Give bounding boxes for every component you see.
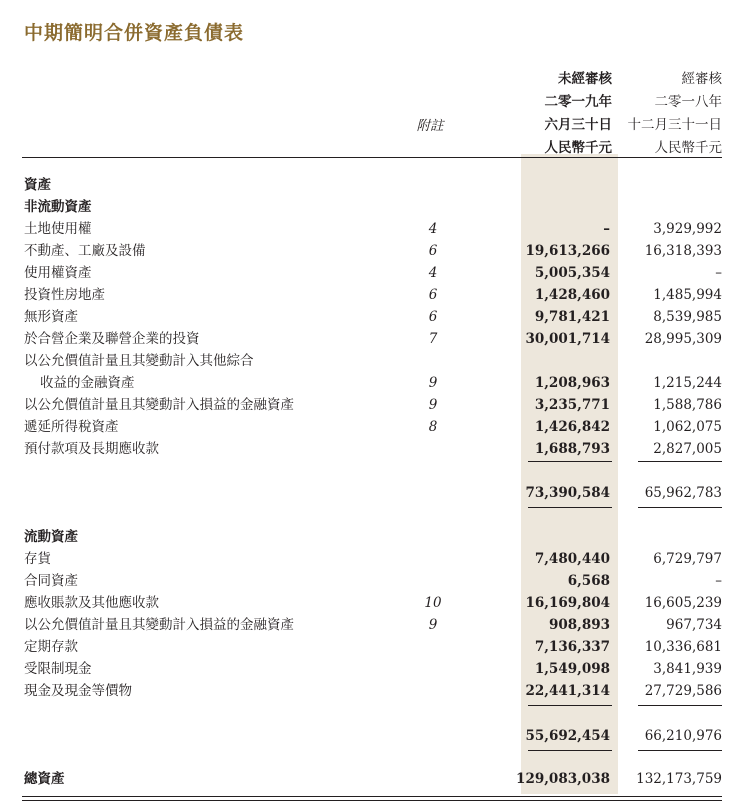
table-row xyxy=(0,240,744,262)
header-current-period xyxy=(520,68,612,160)
row-label: 遞延所得稅資產 xyxy=(24,419,119,435)
row-previous-value: 1,588,786 xyxy=(653,397,722,413)
row-label: 於合營企業及聯營企業的投資 xyxy=(24,331,200,347)
total-assets-previous: 132,173,759 xyxy=(636,771,722,787)
row-current-value: 22,441,314 xyxy=(525,683,610,699)
table-row xyxy=(0,416,744,438)
row-label: 不動產、工廠及設備 xyxy=(24,243,146,259)
row-note: 4 xyxy=(428,265,438,281)
header-previous-line-1: 經審核 xyxy=(681,71,722,87)
row-note: 9 xyxy=(428,375,438,391)
total-rule-current xyxy=(528,507,612,508)
row-current-value: 1,426,842 xyxy=(534,419,610,435)
non-current-total-current: 73,390,584 xyxy=(525,485,610,501)
table-row xyxy=(0,350,744,372)
row-label: 預付款項及長期應收款 xyxy=(24,441,159,457)
section-assets-label: 資產 xyxy=(24,177,51,193)
header-note: 附註 xyxy=(416,118,444,134)
row-label: 合同資產 xyxy=(24,573,78,589)
row-note: 4 xyxy=(428,221,438,237)
row-previous-value: 16,318,393 xyxy=(644,243,722,259)
row-previous-value: 27,729,586 xyxy=(644,683,722,699)
section-non-current xyxy=(0,196,744,218)
row-current-value: 1,428,460 xyxy=(534,287,610,303)
row-note: 6 xyxy=(428,287,438,303)
row-current-value: 30,001,714 xyxy=(525,331,610,347)
non-current-total-previous: 65,962,783 xyxy=(644,485,722,501)
row-current-value: 908,893 xyxy=(548,617,610,633)
row-label: 使用權資產 xyxy=(24,265,92,281)
row-label: 以公允價值計量且其變動計入損益的金融資產 xyxy=(24,617,294,633)
non-current-total-row xyxy=(0,482,744,504)
total-assets-row xyxy=(0,768,744,790)
row-previous-value: 2,827,005 xyxy=(653,441,722,457)
header-previous-line-2: 二零一八年 xyxy=(654,94,722,110)
row-current-value: 1,688,793 xyxy=(534,441,610,457)
row-note: 7 xyxy=(428,331,438,347)
header-current-line-3: 六月三十日 xyxy=(544,117,612,133)
table-row xyxy=(0,636,744,658)
row-previous-value: 6,729,797 xyxy=(653,551,722,567)
total-assets-label: 總資產 xyxy=(24,771,65,787)
row-note: 6 xyxy=(428,243,438,259)
row-current-value: 7,136,337 xyxy=(534,639,610,655)
subtotal-rule-current xyxy=(528,461,612,462)
row-previous-value: 1,062,075 xyxy=(653,419,722,435)
table-row xyxy=(0,262,744,284)
page-title: 中期簡明合併資產負債表 xyxy=(24,22,245,44)
table-row xyxy=(0,614,744,636)
table-row xyxy=(0,548,744,570)
row-current-value: 6,568 xyxy=(567,573,610,589)
row-label: 受限制現金 xyxy=(24,661,92,677)
subtotal-rule-previous xyxy=(638,705,722,706)
current-total-previous: 66,210,976 xyxy=(644,728,722,744)
row-note: 10 xyxy=(424,595,442,611)
total-rule-previous xyxy=(638,750,722,751)
row-previous-value: – xyxy=(715,265,722,281)
row-previous-value: 10,336,681 xyxy=(644,639,722,655)
row-previous-value: 3,841,939 xyxy=(653,661,722,677)
row-note: 9 xyxy=(428,617,438,633)
row-current-value: 9,781,421 xyxy=(534,309,610,325)
row-previous-value: 1,215,244 xyxy=(653,375,722,391)
row-previous-value: 28,995,309 xyxy=(644,331,722,347)
section-current-label: 流動資產 xyxy=(24,529,78,545)
table-row xyxy=(0,218,744,240)
row-previous-value: 8,539,985 xyxy=(653,309,722,325)
row-label: 以公允價值計量且其變動計入損益的金融資產 xyxy=(24,397,294,413)
row-previous-value: – xyxy=(715,573,722,589)
header-previous-period xyxy=(612,68,722,160)
table-row xyxy=(0,284,744,306)
table-row xyxy=(0,658,744,680)
row-label: 定期存款 xyxy=(24,639,78,655)
section-non-current-label: 非流動資產 xyxy=(24,199,92,215)
grand-total-double-rule xyxy=(22,796,722,801)
row-label: 應收賬款及其他應收款 xyxy=(24,595,159,611)
row-current-value: 1,549,098 xyxy=(534,661,610,677)
total-assets-current: 129,083,038 xyxy=(516,771,610,787)
header-divider xyxy=(22,157,722,158)
row-label: 以公允價值計量且其變動計入其他綜合 xyxy=(24,353,254,369)
header-previous-line-3: 十二月三十一日 xyxy=(627,117,722,133)
table-row xyxy=(0,328,744,350)
section-current xyxy=(0,526,744,548)
header-current-line-1: 未經審核 xyxy=(558,71,612,87)
row-previous-value: 967,734 xyxy=(666,617,722,633)
row-note: 9 xyxy=(428,397,438,413)
header-current-line-4: 人民幣千元 xyxy=(544,140,612,156)
header-previous-line-4: 人民幣千元 xyxy=(654,140,722,156)
table-row xyxy=(0,372,744,394)
table-row xyxy=(0,570,744,592)
table-row xyxy=(0,592,744,614)
row-label: 投資性房地產 xyxy=(24,287,105,303)
row-current-value: 3,235,771 xyxy=(534,397,610,413)
current-total-row xyxy=(0,725,744,747)
subtotal-rule-previous xyxy=(638,461,722,462)
current-total-current: 55,692,454 xyxy=(525,728,610,744)
subtotal-rule-current xyxy=(528,705,612,706)
total-rule-current xyxy=(528,750,612,751)
row-current-value: 7,480,440 xyxy=(534,551,610,567)
row-current-value: – xyxy=(603,221,610,237)
row-note: 8 xyxy=(428,419,438,435)
table-row xyxy=(0,394,744,416)
row-note: 6 xyxy=(428,309,438,325)
total-rule-previous xyxy=(638,507,722,508)
section-assets xyxy=(0,174,744,196)
row-current-value: 19,613,266 xyxy=(525,243,610,259)
row-label: 收益的金融資產 xyxy=(40,375,135,391)
row-label: 土地使用權 xyxy=(24,221,92,237)
row-previous-value: 1,485,994 xyxy=(653,287,722,303)
row-previous-value: 16,605,239 xyxy=(644,595,722,611)
row-label: 存貨 xyxy=(24,551,51,567)
row-label: 無形資產 xyxy=(24,309,78,325)
table-row xyxy=(0,680,744,702)
row-current-value: 16,169,804 xyxy=(525,595,610,611)
row-current-value: 5,005,354 xyxy=(534,265,610,281)
row-current-value: 1,208,963 xyxy=(534,375,610,391)
table-row xyxy=(0,438,744,460)
table-row xyxy=(0,306,744,328)
row-label: 現金及現金等價物 xyxy=(24,683,132,699)
row-previous-value: 3,929,992 xyxy=(653,221,722,237)
header-current-line-2: 二零一九年 xyxy=(544,94,612,110)
